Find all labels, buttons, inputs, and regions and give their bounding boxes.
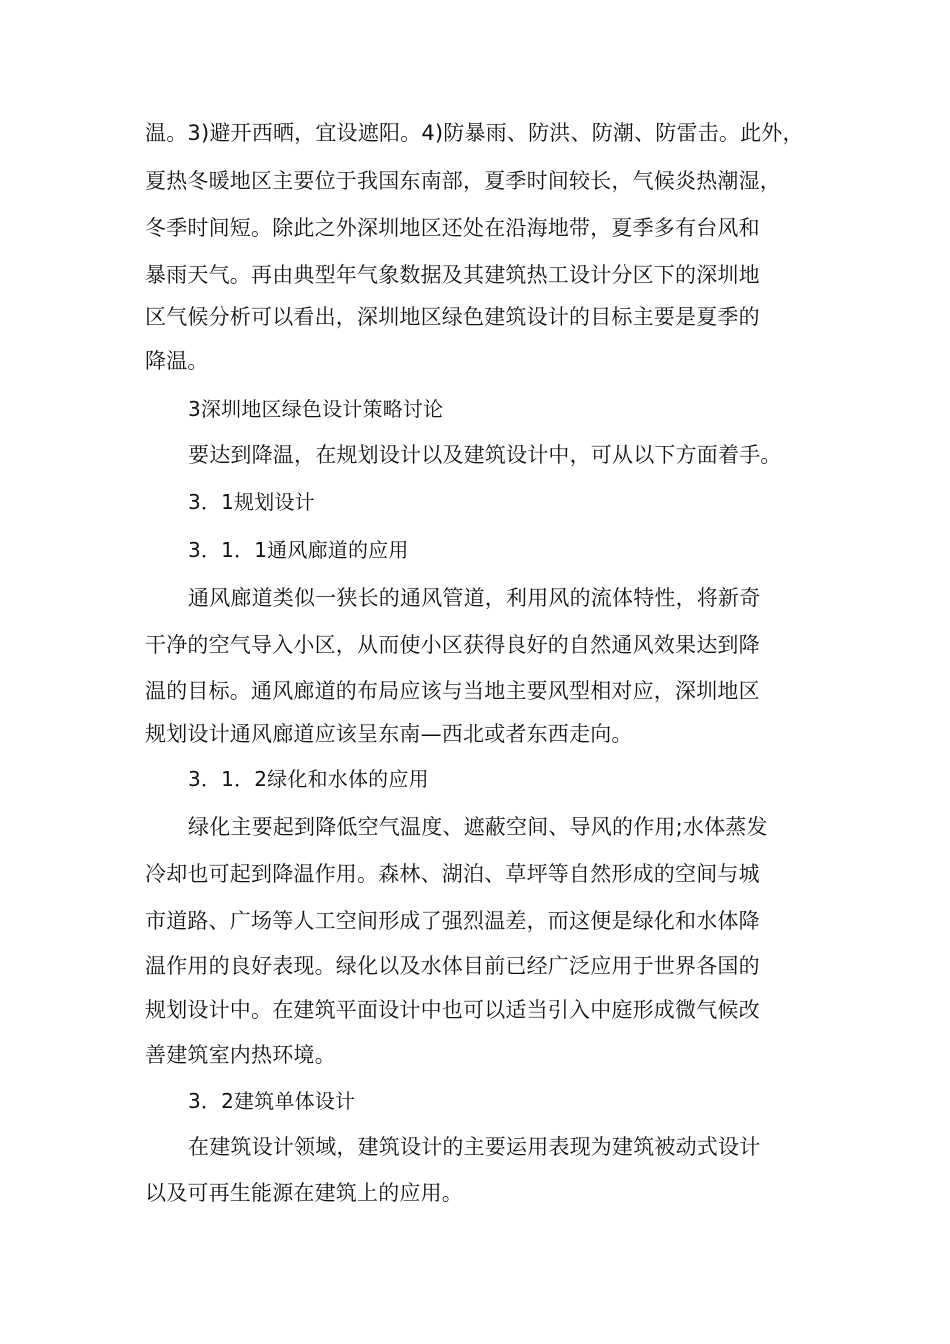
text-line: 温作用的良好表现。绿化以及水体目前已经广泛应用于世界各国的 — [145, 954, 760, 978]
section-heading: 3．2建筑单体设计 — [188, 1089, 356, 1113]
text-line: 冷却也可起到降温作用。森林、湖泊、草坪等自然形成的空间与城 — [145, 862, 760, 886]
text-line: 温的目标。通风廊道的布局应该与当地主要风型相对应，深圳地区 — [145, 679, 760, 703]
text-line: 规划设计通风廊道应该呈东南—西北或者东西走向。 — [145, 722, 633, 746]
section-heading: 3．1．2绿化和水体的应用 — [188, 767, 429, 791]
text-line: 暴雨天气。再由典型年气象数据及其建筑热工设计分区下的深圳地 — [145, 263, 760, 287]
section-heading: 3．1规划设计 — [188, 490, 315, 514]
text-line: 通风廊道类似一狭长的通风管道，利用风的流体特性，将新奇 — [188, 586, 761, 610]
text-line: 要达到降温，在规划设计以及建筑设计中，可从以下方面着手。 — [188, 443, 782, 467]
section-heading: 3深圳地区绿色设计策略讨论 — [188, 397, 444, 421]
text-line: 夏热冬暖地区主要位于我国东南部，夏季时间较长，气候炎热潮湿， — [145, 169, 781, 193]
text-line: 以及可再生能源在建筑上的应用。 — [145, 1181, 463, 1205]
text-line: 冬季时间短。除此之外深圳地区还处在沿海地带，夏季多有台风和 — [145, 216, 760, 240]
text-line: 规划设计中。在建筑平面设计中也可以适当引入中庭形成微气候改 — [145, 998, 760, 1022]
text-line: 温。3)避开西晒，宜设遮阳。4)防暴雨、防洪、防潮、防雷击。此外， — [145, 121, 804, 145]
text-line: 市道路、广场等人工空间形成了强烈温差，而这便是绿化和水体降 — [145, 909, 760, 933]
text-line: 干净的空气导入小区，从而使小区获得良好的自然通风效果达到降 — [145, 633, 760, 657]
text-line: 降温。 — [145, 349, 209, 373]
section-heading: 3．1．1通风廊道的应用 — [188, 538, 409, 562]
text-line: 绿化主要起到降低空气温度、遮蔽空间、导风的作用;水体蒸发 — [188, 815, 768, 839]
text-line: 在建筑设计领域，建筑设计的主要运用表现为建筑被动式设计 — [188, 1135, 761, 1159]
text-line: 善建筑室内热环境。 — [145, 1043, 336, 1067]
text-line: 区气候分析可以看出，深圳地区绿色建筑设计的目标主要是夏季的 — [145, 305, 760, 329]
